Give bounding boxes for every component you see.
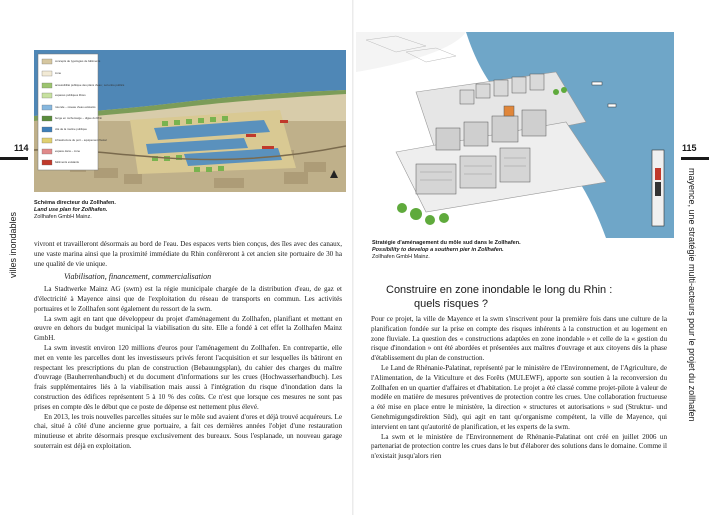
zollhafen-land-use-map [34, 50, 346, 192]
figure-caption-right [372, 240, 662, 261]
legend-item-3: espaces publiques libres [55, 93, 86, 97]
page-number-bar-left [0, 157, 28, 160]
legend-item-6: cité de la marine publique [55, 127, 87, 131]
map-graphic [34, 50, 346, 192]
left-body-text [34, 240, 342, 452]
legend-item-2: accessibilité publique des plans d'eau ; sol entre publics [55, 83, 125, 87]
figure-english-title: Land use plan for Zollhafen. [34, 207, 108, 213]
figure-english-title: Possibility to develop a southern pier in Zollhafen. [372, 247, 504, 253]
paragraph: En 2013, les trois nouvelles parcelles situées sur le môle sud avaient d'ores et déjà trouvé acquéreurs. Le chai, situé à côté d'une ancienne grue portuaire, a fait ces dernières années l'objet d'une restauration minutieuse et abrite désormais presque exclusivement des bureaux. Sous l'esplanade, un nouveau garage souterrain est déjà en exploitation. [34, 412, 342, 450]
section-heading-line1: Construire en zone inondable le long du Rhin : [386, 284, 613, 296]
paragraph: Pour ce projet, la ville de Mayence et la swm s'inscrivent pour la première fois dans une culture de la planification fondée sur la prise en compte des risques inhérents à la construction et au logement en zone fluviale. La question des « constructions adaptées en zone inondable » et celle de la « gestion du risque d'inondation » ont été abordées et présentées aux maîtres d'ouvrage et aux citoyens dès la phase d'établissement du plan de construction. [371, 315, 667, 363]
legend-item-5: berge en rochemarge – digue du Rhin [55, 116, 103, 120]
figure-title: Schéma directeur du Zollhafen. [34, 200, 116, 206]
page-number-left: 114 [14, 143, 29, 153]
illustration-graphic [356, 32, 674, 238]
legend-item-7: infrastructure du port – équipement fluvial [55, 138, 107, 142]
paragraph: Le Land de Rhénanie-Palatinat, représenté par le ministère de l'Environnement, de l'Agriculture, de l'Alimentation, de la Viticulture et des Forêts (MULEWF), apporte son soutien à la reconversion du Zollhafen en un quartier d'affaires et d'habitation. Le projet a été classé comme projet-pilote à valeur de modèle en matière de mesures préventives de protection contre les crues. Une collaboration fructueuse a été mise en place entre le ministère, la direction « structures et autorisations » sud (Struktur- und Genehmigungsdirektion Süd), qui agit en tant qu'organisme compétent, la ville de Mayence, qui intervient en tant qu'autorité de planification, et les experts de la swm. [371, 363, 667, 431]
left-page [0, 0, 354, 515]
legend-item-1: zone [55, 71, 62, 75]
figure-caption-left [34, 200, 334, 221]
legend-item-8: espace dans – zone [55, 149, 81, 153]
paragraph: La Stadtwerke Mainz AG (swm) est la régie municipale chargée de la distribution d'eau, de gaz et d'électricité à Mayence ainsi que de l'exploitation du réseau de transports en commun. Les activités portuaires et le Zollhafen sont également du ressort de la swm. [34, 285, 342, 313]
paragraph: La swm et le ministère de l'Environnement de Rhénanie-Palatinat ont créé en juillet 2006 un partenariat de protection contre les crues dans le but d'élaborer des solutions dans le domaine. Comme il n'existait jusqu'alors rien [371, 432, 667, 461]
legend-item-9: bâtiments existants [55, 160, 79, 164]
right-body-text [371, 315, 667, 462]
figure-source: Zollhafen GmbH Mainz. [372, 254, 430, 260]
paragraph: vivront et travailleront désormais au bord de l'eau. Des espaces verts bien conçus, des îles avec des canaux, une vaste marina ainsi que la proximité immédiate du Rhin confèreront à cet ancien site portuaire de 30 ha une qualité de vie unique. [34, 240, 342, 268]
section-heading [386, 283, 612, 311]
legend-item-4: rotonde – réseau d'eau existants [55, 105, 96, 109]
page-number-bar-right [681, 157, 709, 160]
legend-item-0: concepts de typologies de bâtiments [55, 59, 101, 63]
figure-source: Zollhafen GmbH Mainz. [34, 214, 92, 220]
southern-pier-illustration [356, 32, 674, 238]
running-title-right: mayence, une stratégie multi-acteurs pour le projet du zollhafen [687, 168, 697, 422]
page-number-right: 115 [682, 143, 697, 153]
figure-title: Stratégie d'aménagement du môle sud dans le Zollhafen. [372, 240, 521, 246]
paragraph: La swm investit environ 120 millions d'euros pour l'aménagement du Zollhafen. En contrepartie, elle met en vente les parcelles dont les investisseurs privés feront l'acquisition et sur lesquelles ils bâtiront en respectant les prescriptions du plan de construction (Bebauungsplan), du cahier des charges du maître d'ouvrage (Bauherrenhandbuch) et du document d'informations sur les crues (Hochwasserhandbuch). Les frais supplémentaires liés à la viabilisation mais aussi à l'intégration du risque d'inondation dans la construction des édifices représentent 5 à 10 % des coûts. Ce n'est que lorsque ces mesures ne sont pas prises en compte dès le début que ce poste de dépense est nettement plus élevé. [34, 343, 342, 411]
section-heading-line2: quels risques ? [414, 298, 488, 310]
running-title-left: villes inondables [8, 211, 18, 278]
subheading: Viabilisation, financement, commercialisation [64, 272, 212, 282]
paragraph: La swm agit en tant que développeur du projet d'aménagement du Zollhafen, planifiant et mettant en œuvre en dehors du budget municipal la viabilisation du site. Elle a fondé à cet effet la Zollhafen Mainz GmbH. [34, 314, 342, 343]
